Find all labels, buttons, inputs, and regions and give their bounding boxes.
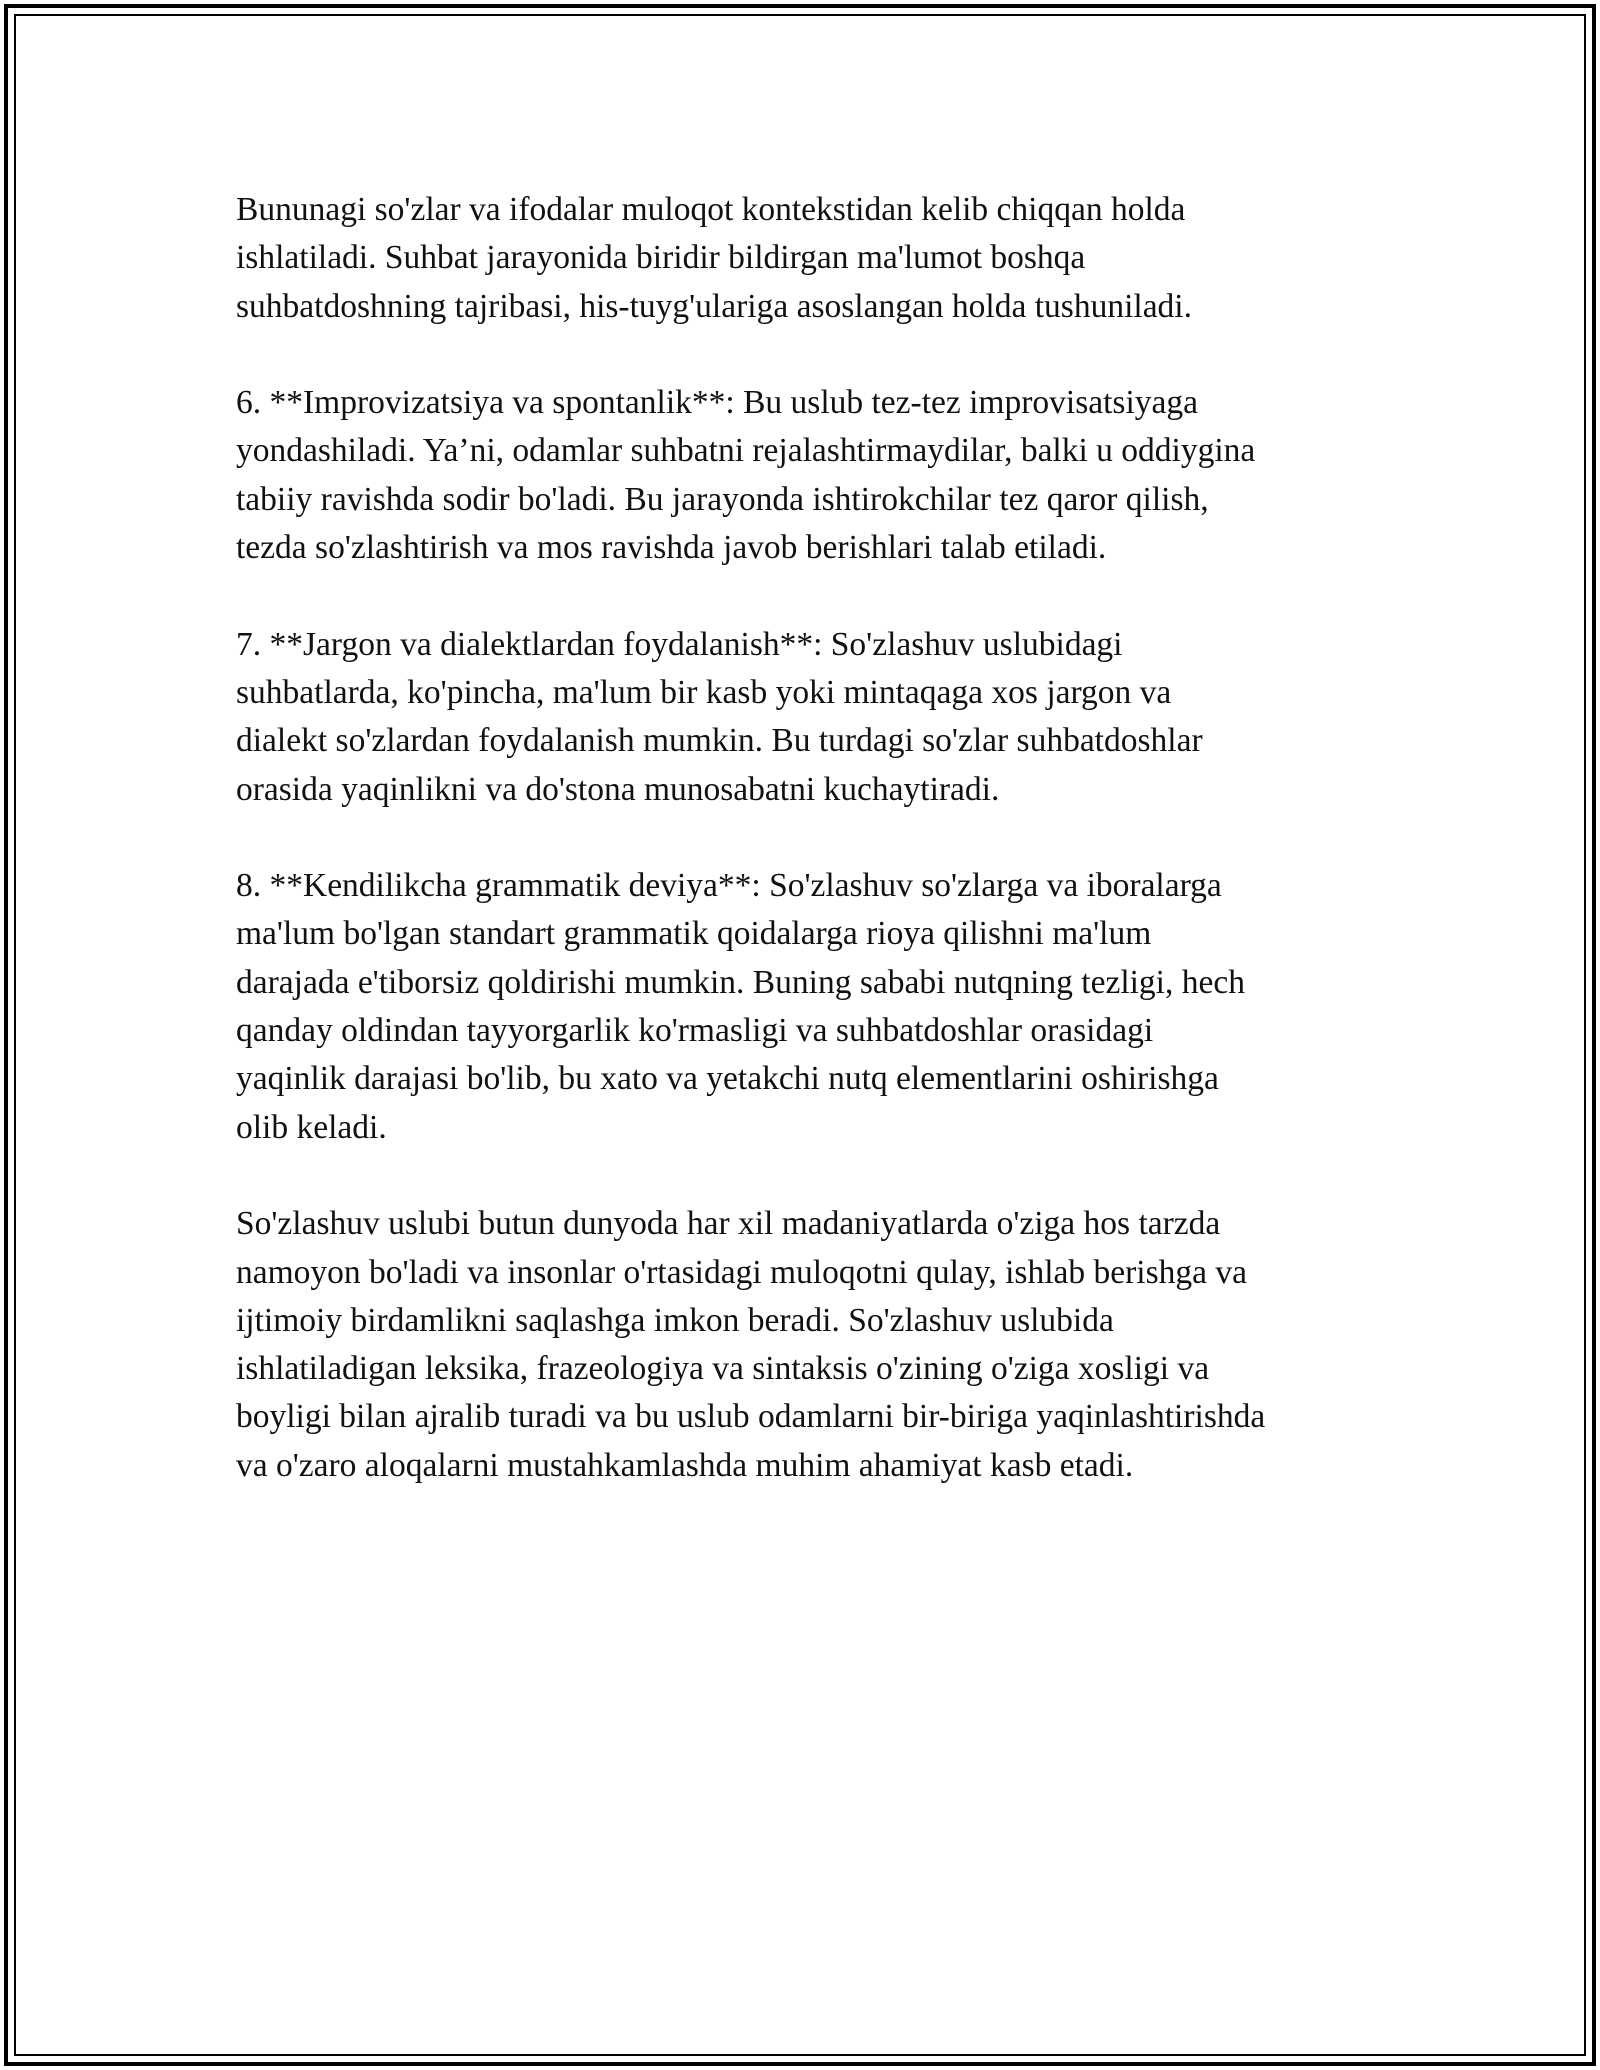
- text-line: va o'zaro aloqalarni mustahkamlashda muhim ahamiyat kasb etadi.: [236, 1446, 1134, 1484]
- text-line: ijtimoiy birdamlikni saqlashga imkon beradi. So'zlashuv uslubida: [236, 1301, 1114, 1339]
- text-line: suhbatdoshning tajribasi, his-tuyg'ulariga asoslangan holda tushuniladi.: [236, 287, 1192, 325]
- text-line: ma'lum bo'lgan standart grammatik qoidalarga rioya qilishni ma'lum: [236, 915, 1152, 953]
- text-line: Bununagi so'zlar va ifodalar muloqot kontekstidan kelib chiqqan holda: [236, 191, 1186, 228]
- text-line: 8. **Kendilikcha grammatik deviya**: So'zlashuv so'zlarga va iboralarga: [236, 867, 1222, 905]
- text-line: tabiiy ravishda sodir bo'ladi. Bu jarayonda ishtirokchilar tez qaror qilish,: [236, 480, 1209, 518]
- text-line: darajada e'tiborsiz qoldirishi mumkin. Buning sababi nutqning tezligi, hech: [236, 963, 1245, 1001]
- text-line: yaqinlik darajasi bo'lib, bu xato va yetakchi nutq elementlarini oshirishga: [236, 1060, 1219, 1098]
- paragraph-context: [236, 186, 1386, 331]
- text-line: tezda so'zlashtirish va mos ravishda javob berishlari talab etiladi.: [236, 529, 1107, 567]
- paragraph-item-6: [236, 379, 1386, 572]
- text-line: olib keladi.: [236, 1108, 387, 1146]
- text-line: yondashiladi. Ya’ni, odamlar suhbatni rejalashtirmaydilar, balki u oddiygina: [236, 432, 1256, 470]
- text-line: 6. **Improvizatsiya va spontanlik**: Bu uslub tez-tez improvisatsiyaga: [236, 384, 1198, 422]
- text-line: boyligi bilan ajralib turadi va bu uslub odamlarni bir-biriga yaqinlashtirishda: [236, 1398, 1266, 1436]
- text-line: dialekt so'zlardan foydalanish mumkin. Bu turdagi so'zlar suhbatdoshlar: [236, 722, 1203, 760]
- text-line: So'zlashuv uslubi butun dunyoda har xil madaniyatlarda o'ziga hos tarzda: [236, 1205, 1221, 1243]
- text-line: 7. **Jargon va dialektlardan foydalanish**: So'zlashuv uslubidagi: [236, 625, 1123, 663]
- text-line: orasida yaqinlikni va do'stona munosabatni kuchaytiradi.: [236, 770, 1000, 808]
- paragraph-item-8: [236, 862, 1386, 1152]
- text-line: ishlatiladi. Suhbat jarayonida biridir bildirgan ma'lumot boshqa: [236, 239, 1086, 277]
- paragraph-conclusion: [236, 1200, 1386, 1490]
- paragraph-item-7: [236, 621, 1386, 814]
- text-line: qanday oldindan tayyorgarlik ko'rmasligi va suhbatdoshlar orasidagi: [236, 1012, 1154, 1050]
- text-line: suhbatlarda, ko'pincha, ma'lum bir kasb yoki mintaqaga xos jargon va: [236, 673, 1172, 711]
- document-body: [236, 186, 1386, 1538]
- text-line: namoyon bo'ladi va insonlar o'rtasidagi muloqotni qulay, ishlab berishga va: [236, 1253, 1247, 1291]
- text-line: ishlatiladigan leksika, frazeologiya va sintaksis o'zining o'ziga xosligi va: [236, 1350, 1210, 1388]
